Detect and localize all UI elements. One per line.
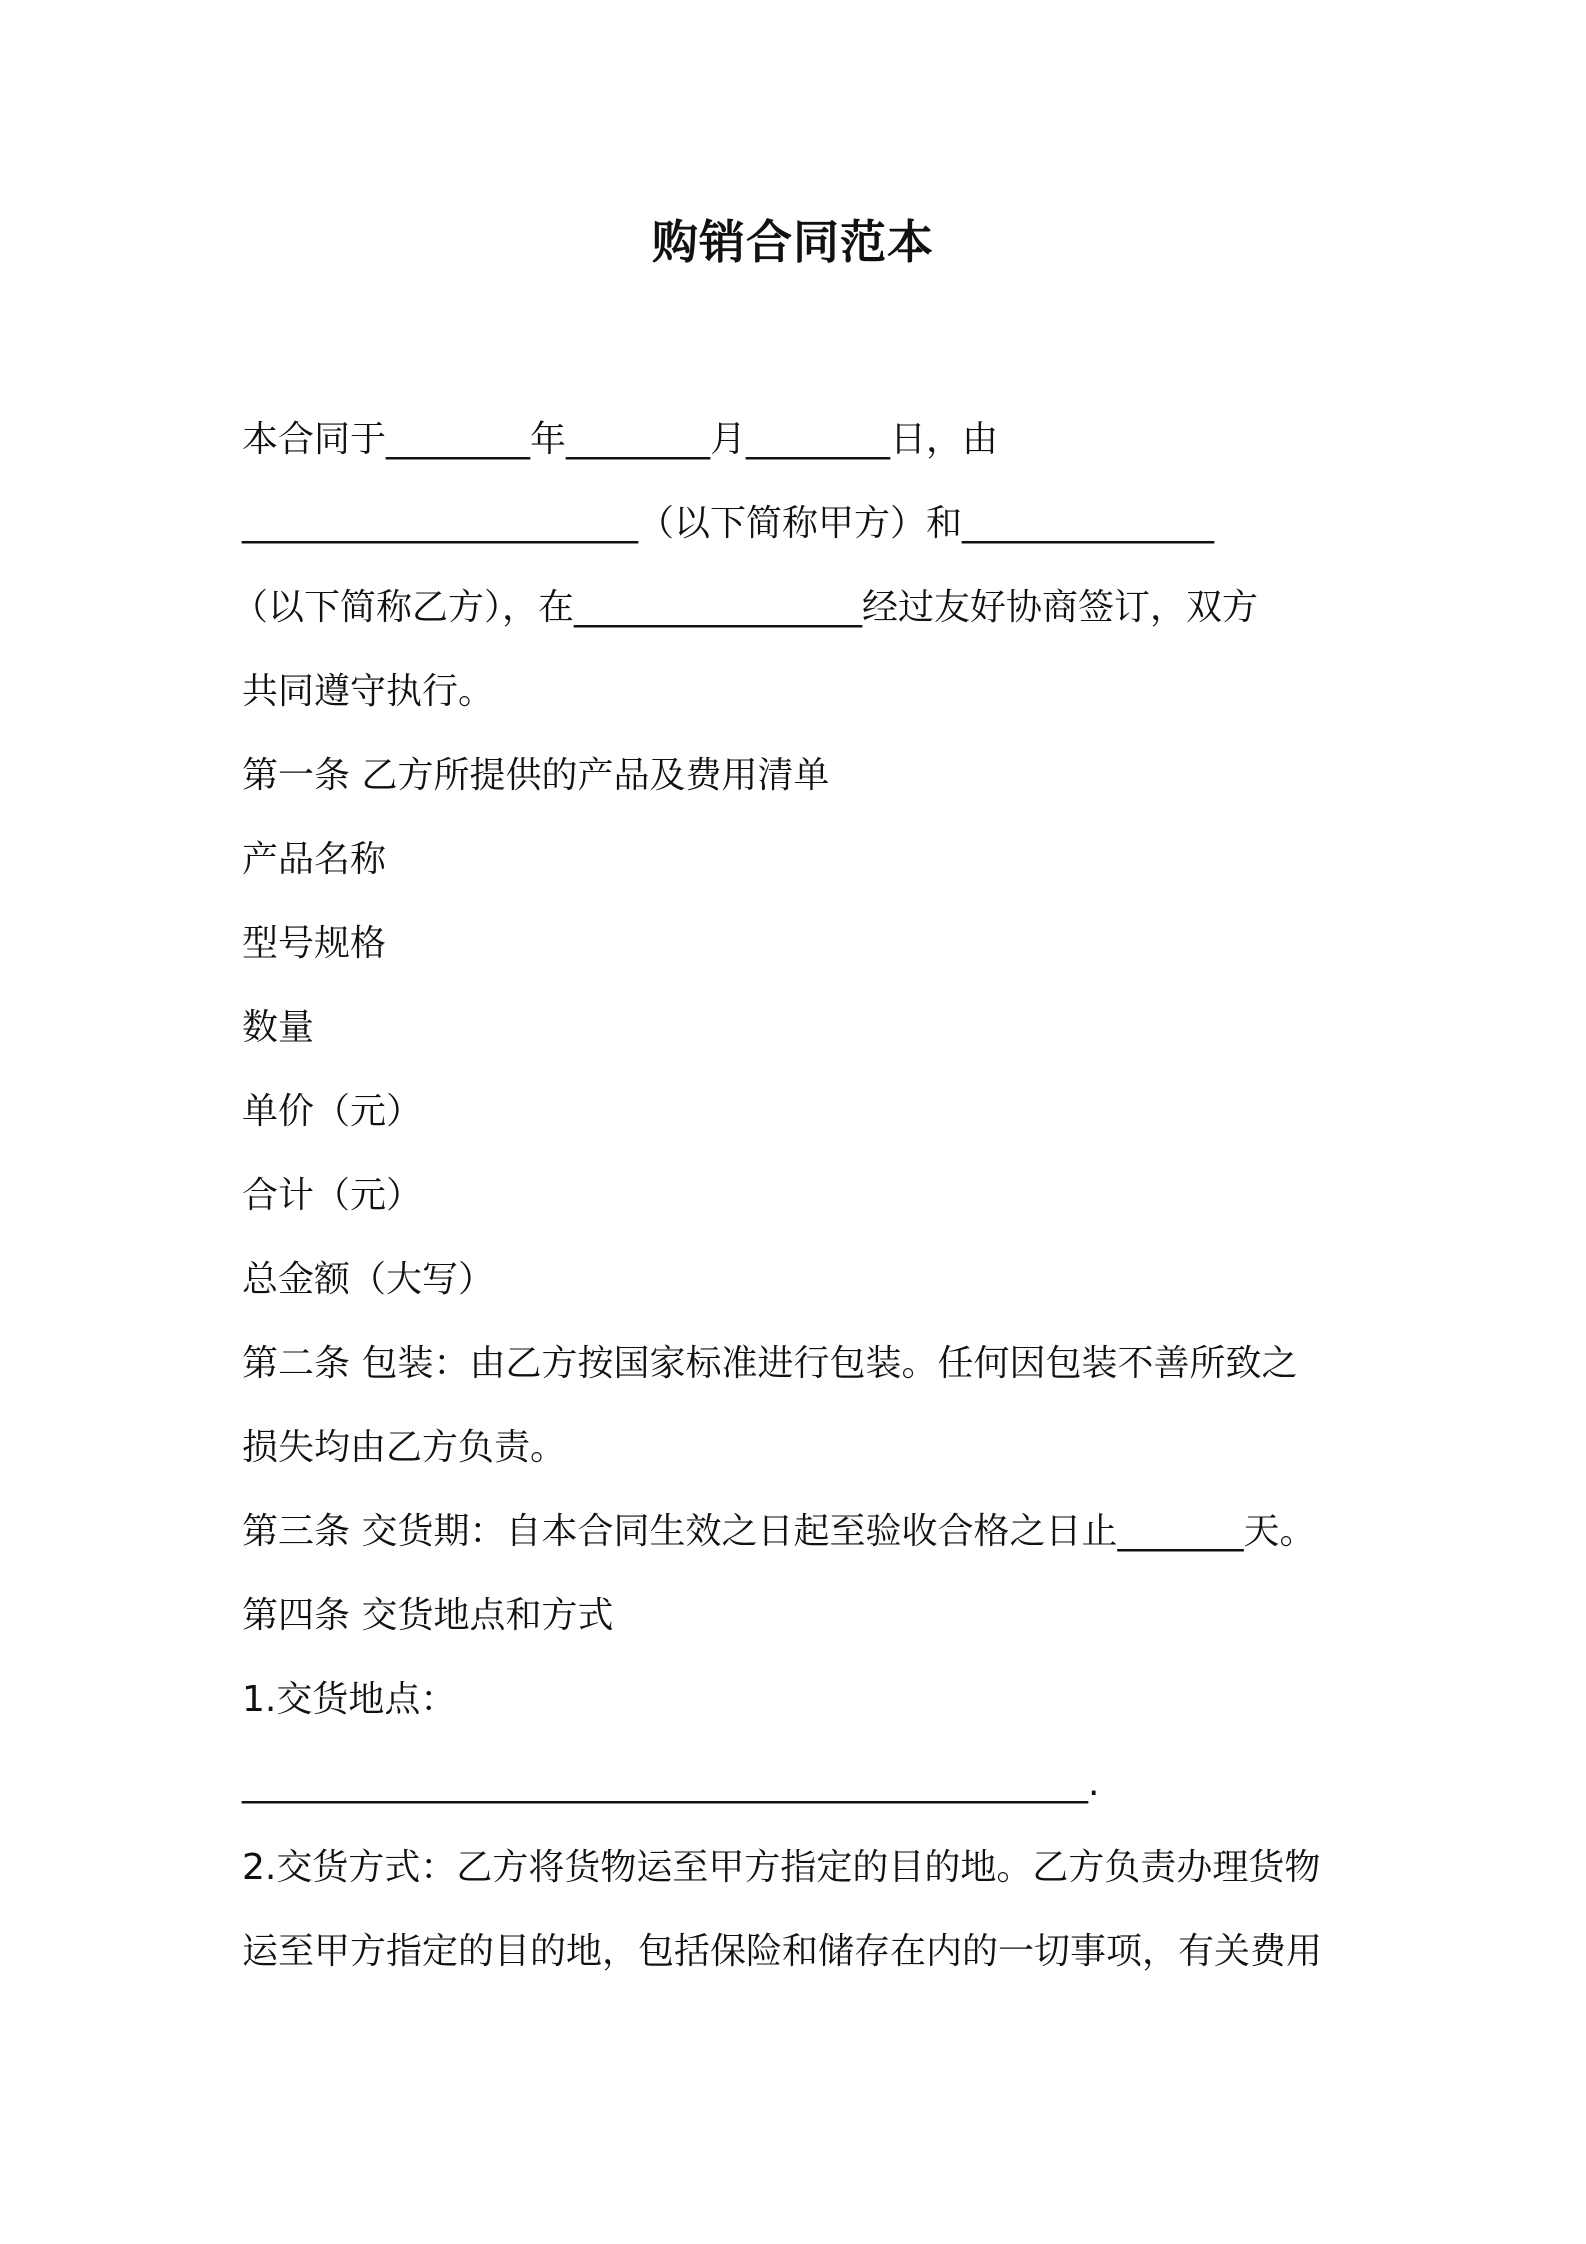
product-name-label: 产品名称 bbox=[242, 839, 387, 880]
contract-intro-line-4: 共同遵守执行。 bbox=[242, 671, 495, 712]
article-2-line-2: 损失均由乙方负责。 bbox=[242, 1427, 567, 1468]
article-1-heading: 第一条 乙方所提供的产品及费用清单 bbox=[242, 755, 830, 796]
model-spec-label: 型号规格 bbox=[242, 923, 387, 964]
article-4-heading: 第四条 交货地点和方式 bbox=[242, 1595, 614, 1636]
document-title: 购销合同范本 bbox=[652, 215, 934, 269]
article-3-line: 第三条 交货期：自本合同生效之日起至验收合格之日止_______天。 bbox=[242, 1511, 1316, 1552]
delivery-location-blank: _______________________________________________. bbox=[242, 1763, 1100, 1804]
contract-intro-line-1: 本合同于________年________月________日，由 bbox=[242, 419, 999, 460]
subtotal-label: 合计（元） bbox=[242, 1175, 423, 1216]
article-2-line-1: 第二条 包装：由乙方按国家标准进行包装。任何因包装不善所致之 bbox=[242, 1343, 1298, 1384]
delivery-method-line-1: 2.交货方式：乙方将货物运至甲方指定的目的地。乙方负责办理货物 bbox=[242, 1847, 1321, 1888]
contract-intro-line-2: ______________________（以下简称甲方）和______________ bbox=[242, 503, 1215, 544]
unit-price-label: 单价（元） bbox=[242, 1091, 423, 1132]
quantity-label: 数量 bbox=[242, 1007, 315, 1048]
delivery-method-line-2: 运至甲方指定的目的地，包括保险和储存在内的一切事项，有关费用 bbox=[242, 1931, 1323, 1972]
delivery-location-label: 1.交货地点： bbox=[242, 1679, 457, 1720]
total-amount-label: 总金额（大写） bbox=[242, 1259, 495, 1300]
contract-intro-line-3: （以下简称乙方），在________________经过友好协商签订，双方 bbox=[232, 587, 1259, 628]
